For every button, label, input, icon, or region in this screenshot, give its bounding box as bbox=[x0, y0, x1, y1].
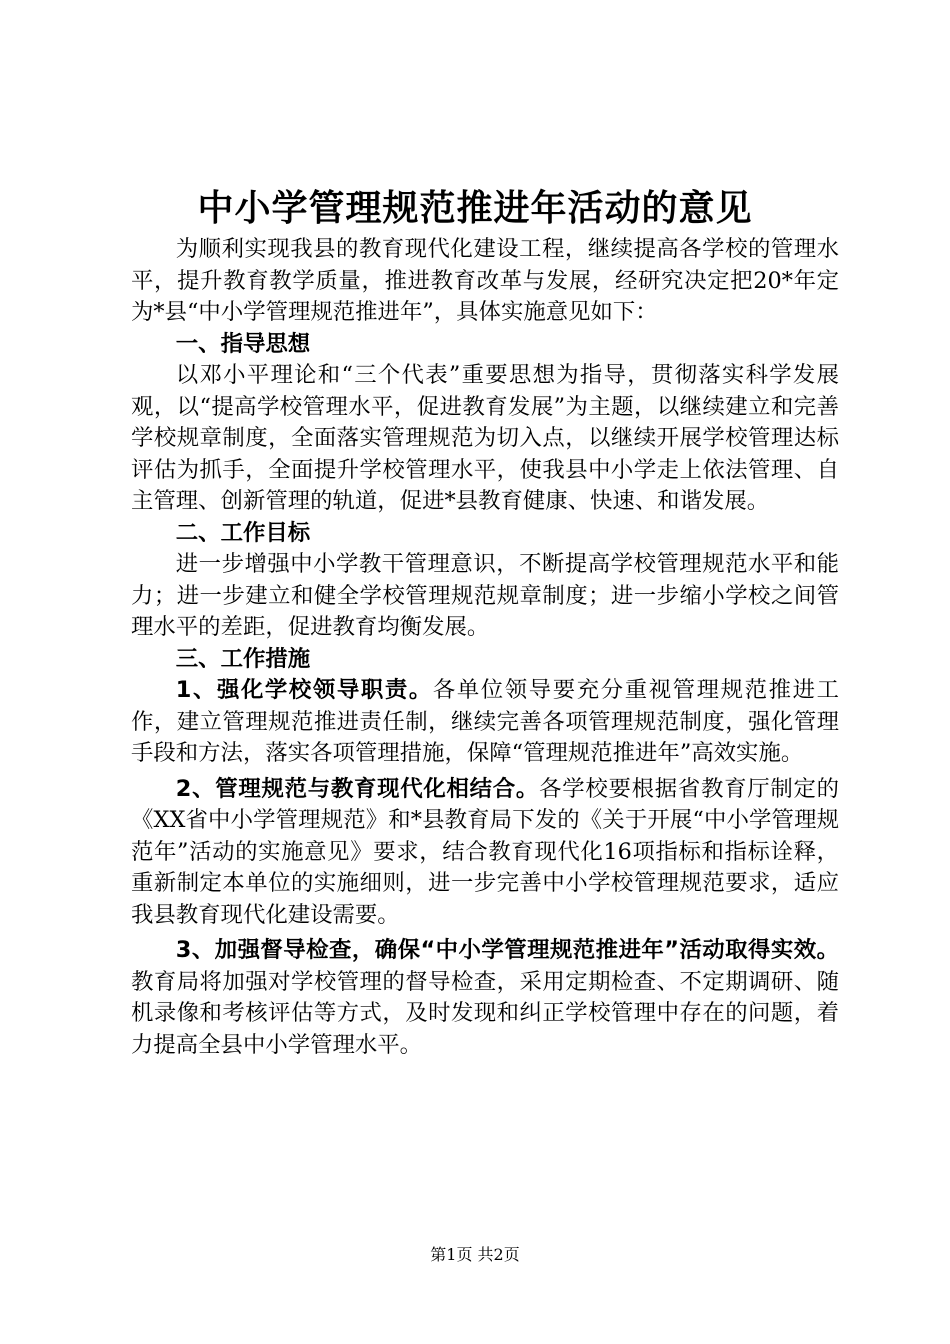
document-body bbox=[131, 234, 839, 1061]
measure-item-2-text: 各学校要根据省教育厅制定的《XX省中小学管理规范》和*县教育局下发的《关于开展“中小学管理规范年”活动的实施意见》要求，结合教育现代化16项指标和指标诠释，重新制定本单位的实施细则，进一步完善中小学校管理规范要求，适应我县教育现代化建设需要。 bbox=[131, 775, 839, 928]
section-heading-work-goals: 二、工作目标 bbox=[175, 519, 311, 546]
page-number-footer: 第1页 共2页 bbox=[430, 1245, 520, 1264]
measure-item-1-lead: 1、强化学校领导职责。 bbox=[175, 677, 433, 703]
measure-item-2-lead: 2、管理规范与教育现代化相结合。 bbox=[175, 775, 540, 802]
section-heading-guiding-ideology: 一、指导思想 bbox=[175, 330, 311, 357]
measure-item-1 bbox=[131, 675, 839, 770]
measure-item-2 bbox=[131, 774, 839, 932]
work-goals-paragraph: 进一步增强中小学教干管理意识，不断提高学校管理规范水平和能力；进一步建立和健全学校管理规范规章制度；进一步缩小学校之间管理水平的差距，促进教育均衡发展。 bbox=[131, 551, 839, 640]
document-title: 中小学管理规范推进年活动的意见 bbox=[197, 188, 753, 229]
measure-item-3-lead: 3、加强督导检查，确保“中小学管理规范推进年”活动取得实效。 bbox=[175, 937, 839, 963]
measure-item-3-text: 教育局将加强对学校管理的督导检查，采用定期检查、不定期调研、随机录像和考核评估等方式，及时发现和纠正学校管理中存在的问题，着力提高全县中小学管理水平。 bbox=[131, 968, 839, 1058]
measure-item-1-text: 各单位领导要充分重视管理规范推进工作，建立管理规范推进责任制，继续完善各项管理规范制度，强化管理手段和方法，落实各项管理措施，保障“管理规范推进年”高效实施。 bbox=[131, 677, 839, 766]
measure-item-3 bbox=[131, 935, 839, 1061]
intro-paragraph: 为顺利实现我县的教育现代化建设工程，继续提高各学校的管理水平，提升教育教学质量，推进教育改革与发展，经研究决定把20*年定为*县“中小学管理规范推进年”，具体实施意见如下： bbox=[131, 236, 839, 325]
guiding-ideology-paragraph: 以邓小平理论和“三个代表”重要思想为指导，贯彻落实科学发展观，以“提高学校管理水平，促进教育发展”为主题，以继续建立和完善学校规章制度，全面落实管理规范为切入点，以继续开展学校管理达标评估为抓手，全面提升学校管理水平，使我县中小学走上依法管理、自主管理、创新管理的轨道，促进*县教育健康、快速、和谐发展。 bbox=[131, 362, 839, 514]
section-heading-work-measures: 三、工作措施 bbox=[175, 645, 311, 672]
